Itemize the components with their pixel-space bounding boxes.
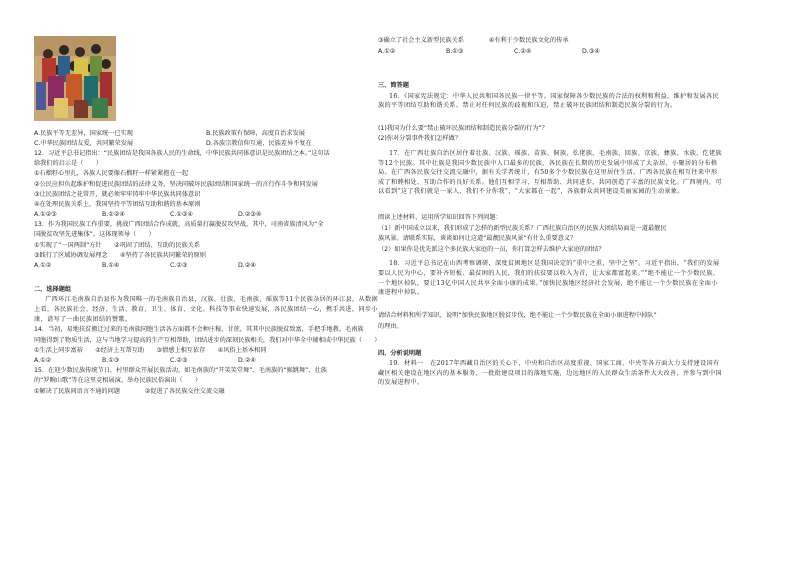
- q17-question-2: （2）如果你是优先派这个多民族大家庭的一员，你打算怎样去维护大家庭的团结？: [378, 245, 605, 253]
- q15-option-c[interactable]: C.②④: [514, 47, 532, 55]
- q14-option-d[interactable]: D.②④: [238, 356, 256, 364]
- q16-material: 16．《国家宪法规定：中华人民共和国各民族一律平等。国家保障各少数民族的合法的权利和利益，维护和发展各民族的平等团结互助和谐关系。禁止对任何民族的歧视和压迫，禁止破坏民族团结和制造民族分裂的行为。: [378, 92, 719, 110]
- q16-question-1: (1)我国为什么要“禁止破坏民族团结和制造民族分裂的行为”？: [378, 124, 548, 132]
- q12-option-d[interactable]: D.②③④: [238, 211, 262, 219]
- q15-options: [378, 47, 723, 58]
- q18-ask-2: 的理由。: [378, 322, 403, 330]
- q17-question-1a: （1）新中国成立以来，我们形成了怎样的新型民族关系？广西壮族自治区的民族大团结局面是一道最靓民: [378, 224, 667, 232]
- q16-question-2: (2)你对分裂事件我们怎样做？: [378, 135, 462, 143]
- q13-option-a[interactable]: A.①②: [34, 262, 52, 270]
- q12-option-c[interactable]: C.①③④: [170, 211, 193, 219]
- q15-option-d[interactable]: D.③④: [582, 47, 600, 55]
- q14-stem-2: 同胞得到了物质生活，这与当地学习提高的生产互相帮助，团结进步的深刻民族相关，我们对中华全中辅相成中华民族（ ）: [34, 336, 381, 344]
- q18-material: 18．习近平总书记在山西考察调研，深度贫困地区是我国决定的“重中之重，坚中之坚”。习近平指出，“我们的发展要以人民为中心，要补齐短板、最贫困的人民，我们的扶贫要以收入为首，让大家都富起来。”“绝不能让一个少数民族、一个地区掉队，要让13亿中国人民共享全面小康的成果。”加快民族地区经济社会发展，绝不能让一个少数民族在全面小康进程中掉队。: [378, 260, 720, 297]
- section-2-material: 广西环江毛南族自治县作为我国唯一的毛南族自治县，汉族、壮族、毛南族、瑶族等11个民族杂居的环江县，从数据上看，各民族社会、经济、生活、教育、卫生、体育、文化、科技等事业快速发展，各民族团结一心，携手共进，同步小康，谱写了一曲民族团结的赞歌。: [34, 296, 379, 323]
- ethnic-unity-painting: [34, 36, 116, 121]
- q11-options-row2: [34, 139, 379, 149]
- q13-stem-1: 13．作为我国民族工作重要，挑战广西团结合作成就，高质量打赢脱贫攻坚战，其中，司南省族清风为“全: [34, 221, 324, 229]
- section-2-title: 二、选择题组: [34, 286, 72, 294]
- q13-item-2: ③践行了区域协调发展理念 ④坚持了各民族共同繁荣的原则: [34, 251, 206, 259]
- q12-item-3: ③让民族团结之花常开，就必须牢牢铸牢中华民族共同体意识: [34, 190, 201, 198]
- q18-ask-1: 请结合材料和所学知识，说明“加快民族地区脱贫步伐，绝不能让一个少数民族在全面小康进程中掉队”: [378, 312, 657, 320]
- q15-items-2: ③确立了社会主义新型民族关系 ④有利于少数民族文化的传承: [378, 37, 569, 44]
- q13-item-1: ①实现了“一国两制”方针 ②巩固了团结、互助的民族关系: [34, 241, 201, 249]
- q12-option-a[interactable]: A.①②③: [34, 211, 57, 219]
- q17-question-1b: 族风景。请联系实际，谈谈如何让这道“最靓民族风景”有什么重要意义？: [378, 235, 577, 243]
- section-4-title: 四、分析说明题: [378, 349, 422, 357]
- q14-option-a[interactable]: A.①②: [34, 356, 52, 364]
- q13-option-c[interactable]: C.②③: [170, 262, 188, 270]
- left-column: [34, 36, 379, 397]
- q11-options-row1: [34, 129, 379, 139]
- q17-material: 17．在广西壮族自治区居住着壮族、汉族、瑶族、苗族、侗族、仫佬族、毛南族、回族、京族、彝族、水族、仡佬族等12个民族。其中壮族是我国少数民族中人口最多的民族，各民族在长期的历史发展中形成了大杂居、小聚居的分布格局。在广西各民族交往交流交融中，据有关学者统计，有50多个少数民族在这里居住生活。广西各民族在相互往来中形成了和睦相处、互助合作的良好关系。他们互相学习、互相帮助、共同进步，共同创造了丰富的民族文化。广西境内，可以看到“这了我们就是一家人，我们不分你我”，“大家都在一起”，各族群众共同建设美丽家园的生动景象。: [378, 149, 723, 196]
- q15-items: ①解决了民族间语言不通的问题 ②促进了各民族交往交流交融: [34, 387, 225, 395]
- q15-option-b[interactable]: B.①③: [446, 47, 464, 55]
- q15-option-a[interactable]: A.①②: [378, 47, 396, 55]
- q12-item-4: ④在处理民族关系上，我国坚持平等团结互助和谐的基本原则: [34, 200, 201, 208]
- q14-stem-1: 14．当初，易地扶贫搬迁过来的毛南族同胞生活各方面都不会种庄稼，甘蔗，其其中民族脱贫致富，手把手地教。毛南族: [34, 326, 364, 334]
- q13-option-d[interactable]: D.②④: [238, 262, 256, 270]
- q11-option-a[interactable]: A.民族平等无差异，国家统一已实现: [34, 129, 133, 137]
- q12-item-2: ②公民应担负起维护和促进民族团结的法律义务，坚决同破坏民族团结和国家统一的言行作斗争和同发展: [34, 180, 318, 188]
- q14-options: [34, 356, 379, 366]
- q15-stem-2: 的“罗畹山歌”等在这里竞相展演、举办民族民俗演出（ ）: [34, 377, 202, 385]
- q12-stem-2: 给我们的启示是（ ）: [34, 160, 103, 168]
- q14-option-c[interactable]: C.②③: [170, 356, 188, 364]
- q12-stem-1: 12．习近平总书记指出：“民族团结是我国各族人民的生命线，中华民族共同体意识是民族团结之本。”这句话: [34, 149, 330, 157]
- q11-option-b[interactable]: B.民族政策有保障，高度自治求发展: [205, 129, 305, 137]
- q14-option-b[interactable]: B.①③: [102, 356, 120, 364]
- q14-items: ①生活上同步富裕 ②经济上互帮互助 ③情感上相互依存 ④风俗上基本相同: [34, 346, 267, 354]
- q13-option-b[interactable]: B.①④: [102, 262, 120, 270]
- q13-options: [34, 261, 379, 271]
- q11-option-d[interactable]: D.各族宗教信仰互通，民族差异不复在: [205, 139, 312, 147]
- q12-option-b[interactable]: B.①②④: [102, 211, 125, 219]
- q15-stem-1: 15．在迎少数民族传统节日，村里群众开展民族活动，如毛南族的“开笑笑堂舞”、毛南族的“猴跳舞”、壮族: [34, 367, 327, 375]
- q13-stem-2: 国脱贫攻坚先进集体”。这体现领导（ ）: [34, 231, 155, 239]
- section-3-title: 三、简答题: [378, 82, 409, 90]
- right-column: [378, 36, 723, 387]
- q19-material: 19．材料一 在2017年西藏自治区的关心下，中央和自治区高度重视、国家工商、中央等各方面大力支持建设国有藏区相关建设在地区内的基本服务，一批批建设项目的落地实施，边远地区的人民群众生活条件大大改善，并参与到中国的发展进程中。: [378, 360, 722, 387]
- q12-item-1: ①石榴籽心里扎，各族人民要像石榴籽一样紧紧抱在一起: [34, 170, 189, 178]
- q11-option-c[interactable]: C.中华民族团结友爱，共同繁荣发展: [34, 139, 134, 147]
- q12-options: [34, 210, 379, 220]
- q17-intro: 阅读上述材料，运用所学知识回答下列问题：: [378, 213, 502, 221]
